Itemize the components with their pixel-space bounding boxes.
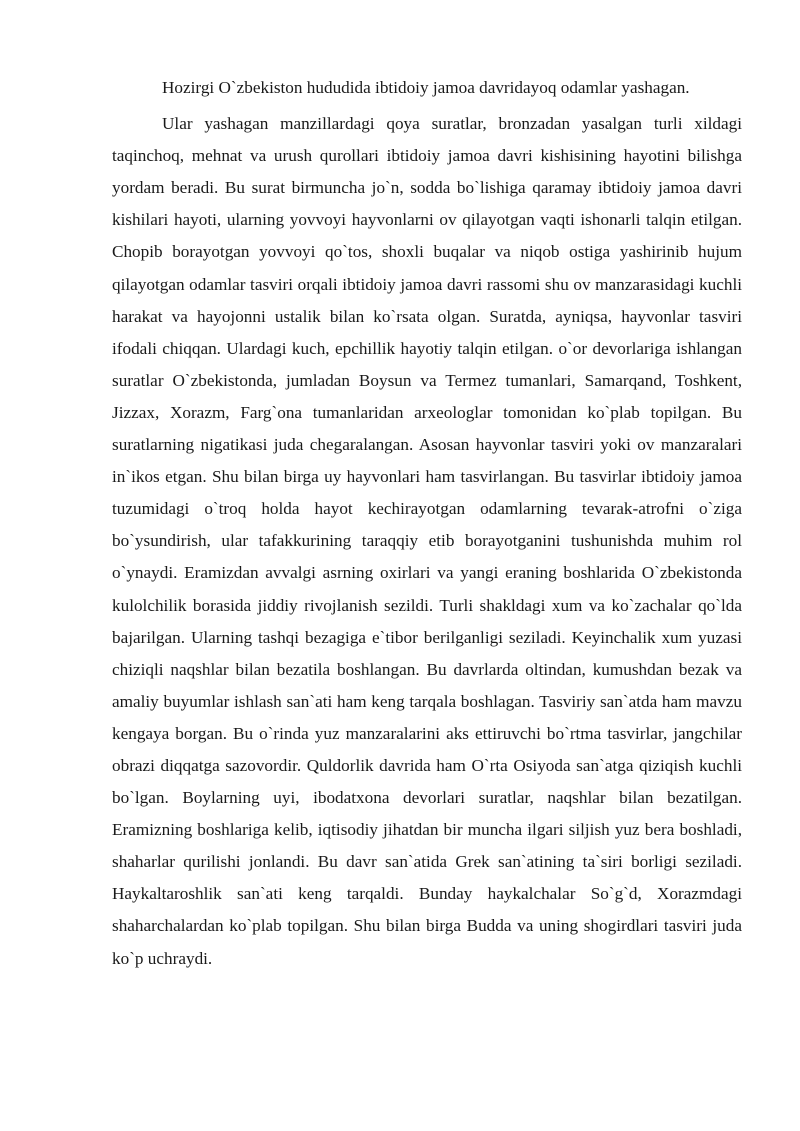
intro-paragraph: Hozirgi O`zbekiston hududida ibtidoiy jamoa davridayoq odamlar yashagan.	[162, 78, 690, 97]
body-paragraph: Ular yashagan manzillardagi qoya suratlar, bronzadan yasalgan turli xildagi taqinchoq, mehnat va urush qurollari ibtidoiy jamoa davri kishisining hayotini bilishga yordam beradi. Bu surat birmuncha jo`n, sodda bo`lishiga qaramay ibtidoiy jamoa davri kishilari hayoti, ularning yovvoyi hayvonlarni ov qilayotgan vaqti ishonarli talqin etilgan. Chopib borayotgan yovvoyi qo`tos, shoxli buqalar va niqob ostiga yashirinib hujum qilayotgan odamlar tasviri orqali ibtidoiy jamoa davri rassomi shu ov manzarasidagi kuchli harakat va hayojonni ustalik bilan ko`rsata olgan. Suratda, ayniqsa, hayvonlar tasviri ifodali chiqqan. Ulardagi kuch, epchillik hayotiy talqin etilgan. o`or devorlariga ishlangan suratlar O`zbekistonda, jumladan Boysun va Termez tumanlari, Samarqand, Toshkent, Jizzax, Xorazm, Farg`ona tumanlaridan arxeologlar tomonidan ko`plab topilgan. Bu suratlarning nigatikasi juda chegaralangan. Asosan hayvonlar tasviri yoki ov manzaralari in`ikos etgan. Shu bilan birga uy hayvonlari ham tasvirlangan. Bu tasvirlar ibtidoiy jamoa tuzumidagi o`troq holda hayot kechirayotgan odamlarning tevarak-atrofni o`ziga bo`ysundirish, ular tafakkurining taraqqiy etib borayotganini tushunishda muhim rol o`ynaydi. Eramizdan avvalgi asrning oxirlari va yangi eraning boshlarida O`zbekistonda kulolchilik borasida jiddiy rivojlanish sezildi. Turli shakldagi xum va ko`zachalar qo`lda bajarilgan. Ularning tashqi bezagiga e`tibor berilganligi seziladi. Keyinchalik xum yuzasi chiziqli naqshlar bilan bezatila boshlangan. Bu davrlarda oltindan, kumushdan bezak va amaliy buyumlar ishlash san`ati ham keng tarqala boshlagan. Tasviriy san`atda ham mavzu kengaya borgan. Bu o`rinda yuz manzaralarini aks ettiruvchi bo`rtma tasvirlar, jangchilar obrazi diqqatga sazovordir. Quldorlik davrida ham O`rta Osiyoda san`atga qiziqish kuchli bo`lgan. Boylarning uyi, ibodatxona devorlari suratlar, naqshlar bilan bezatilgan. Eramizning boshlariga kelib, iqtisodiy jihatdan bir muncha ilgari siljish yuz bera boshladi, shaharlar qurilishi jonlandi. Bu davr san`atida Grek san`atining ta`siri borligi seziladi. Haykaltaroshlik san`ati keng tarqaldi. Bunday haykalchalar So`g`d, Xorazmdagi shaharchalardan ko`plab topilgan. Shu bilan birga Budda va uning shogirdlari tasviri juda ko`p uchraydi.	[112, 114, 742, 968]
document-page	[112, 72, 742, 975]
